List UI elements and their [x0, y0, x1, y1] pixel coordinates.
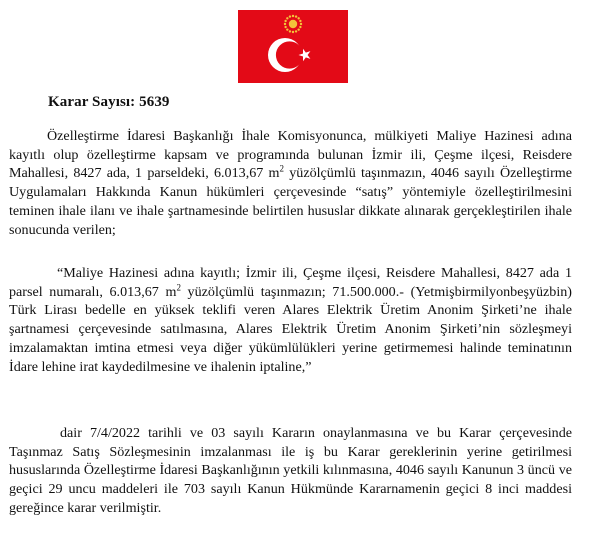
- paragraph-conclusion: dair 7/4/2022 tarihli ve 03 sayılı Kararın onaylanmasına ve bu Karar çerçevesinde Taşınmaz Satış Sözleşmesinin imzalanması ile iş bu Karar gereklerinin yerine getirilmesi hususlarında Özelleştirme İdaresi Başkanlığının yetkili kılınmasına, 4046 sayılı Kanunun 3 üncü ve geçici 29 uncu maddeleri ile 703 sayılı Kanun Hükmünde Kararnamenin geçici 8 inci maddesi gereğince karar verilmiştir.: [9, 425, 572, 516]
- sun-star-dot: [284, 26, 286, 28]
- decision-number-title: Karar Sayısı: 5639: [48, 94, 170, 110]
- paragraph-intro: [9, 127, 572, 239]
- sun-star-dot: [297, 28, 299, 30]
- sun-star-dot: [295, 30, 297, 32]
- sun-star-dot: [286, 17, 288, 19]
- turkish-flag-emblem: [238, 10, 348, 83]
- sun-star-dot: [292, 15, 294, 17]
- area-unit-superscript: 2: [176, 282, 181, 293]
- paragraph-quoted-text-continued: yüzölçümlü taşınmazın; 71.500.000.- (Yetmişbirmilyonbeşyüzbin) Türk Lirası bedelle en yüksek teklifi veren Alares Elektrik Üretim Anonim Şirketi’ne ihale şartnamesi çerçevesinde satılmasına, Alares Elektrik Üretim Anonim Şirketi’nin sözleşmeyi imzalamaktan imtina etmesi veya diğer yükümlülükleri yerine getirmemesi halinde teminatının İdare lehine irat kaydedilmesine ve ihalenin iptaline,”: [9, 283, 572, 375]
- sun-star-dot: [289, 30, 291, 32]
- sun-star-dot: [297, 17, 299, 19]
- sun-star-dot: [284, 20, 286, 22]
- sun-star-dot: [289, 15, 291, 17]
- area-unit-superscript: 2: [279, 163, 285, 174]
- paragraph-intro-text: Özelleştirme İdaresi Başkanlığı İhale Komisyonunca, mülkiyeti Maliye Hazinesi adına kayıtlı olup özelleştirme kapsam ve programında bulunan İzmir ili, Çeşme ilçesi, Reisdere Mahallesi, 8427 ada, 1 parseldeki, 6.013,67 m: [9, 128, 572, 182]
- sun-star-dot: [300, 23, 302, 25]
- paragraph-quoted-text: “Maliye Hazinesi adına kayıtlı; İzmir ili, Çeşme ilçesi, Reisdere Mahallesi, 8427 ada 1 parsel numaralı, 6.013,67 m: [9, 265, 572, 300]
- flag-emblem-icon: [238, 10, 348, 83]
- sun-star-dot: [295, 15, 297, 17]
- sun-star-dot: [299, 26, 301, 28]
- sun-star-dot: [299, 20, 301, 22]
- paragraph-quoted-decision: [9, 264, 572, 376]
- sun-star-dot: [286, 28, 288, 30]
- sun-core: [289, 20, 297, 28]
- sun-star-dot: [284, 23, 286, 25]
- paragraph-intro-text-continued: yüzölçümlü taşınmazın, 4046 sayılı Özelleştirme Uygulamaları Hakkında Kanun hükümleri çerçevesinde “satış” yöntemiyle özelleştirilmesini teminen ihale ilanı ve ihale şartnamesinde belirtilen hususlar dikkate alınarak gerçekleştirilen ihale sonucunda verilen;: [9, 165, 572, 238]
- sun-star-dot: [292, 31, 294, 33]
